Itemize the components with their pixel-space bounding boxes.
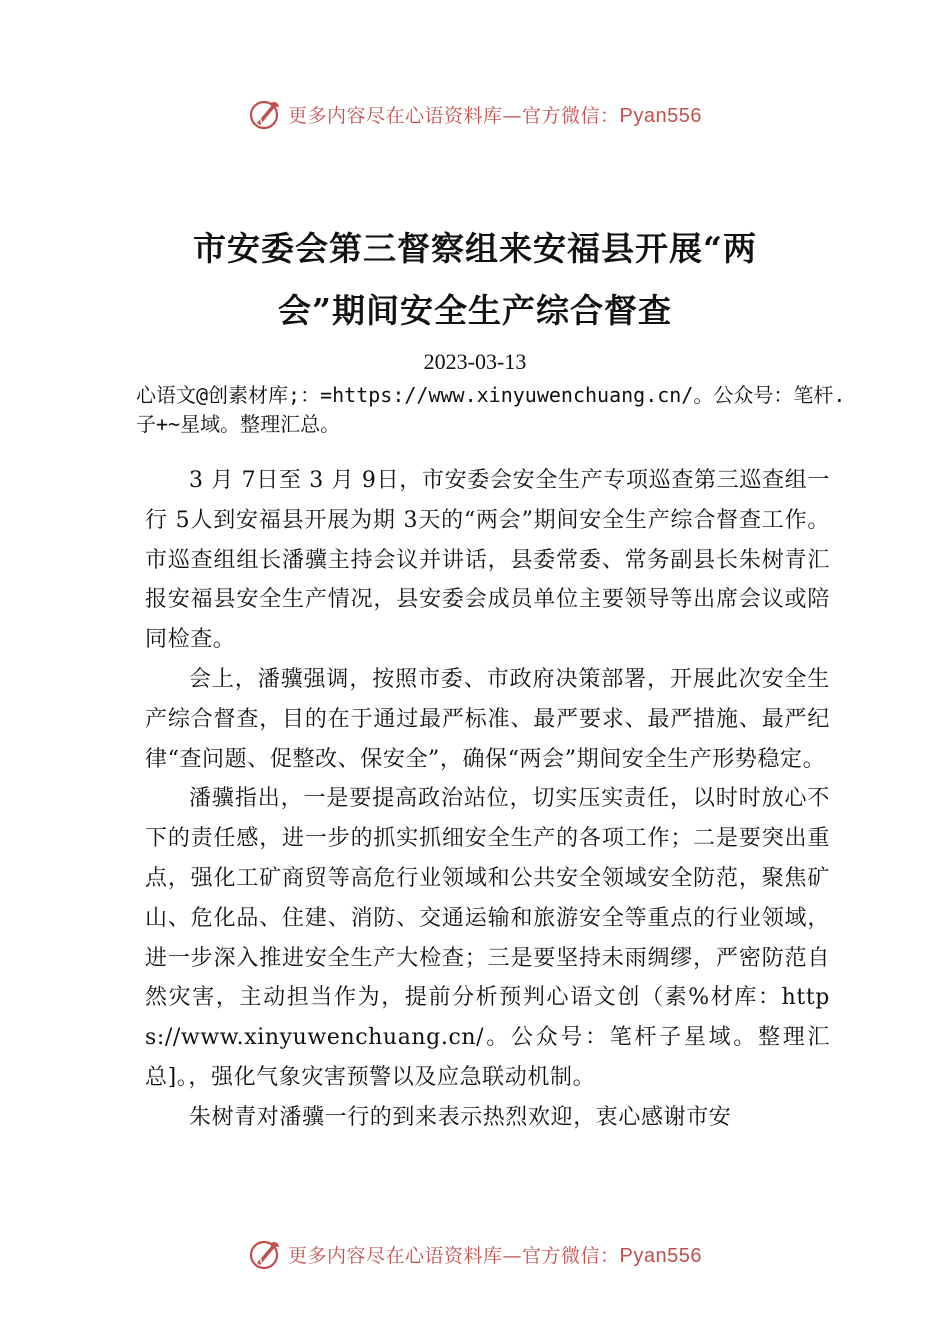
watermark-prefix: 更多内容尽在心语资料库—官方微信： [288, 104, 620, 127]
watermark-text [288, 101, 702, 128]
quill-logo-icon [248, 97, 282, 131]
paragraph: 朱树青对潘骥一行的到来表示热烈欢迎，衷心感谢市安 [189, 1104, 732, 1130]
quill-logo-icon [248, 1237, 282, 1271]
watermark-prefix: 更多内容尽在心语资料库—官方微信： [288, 1244, 620, 1267]
watermark-banner-top [0, 92, 950, 136]
watermark-text [288, 1241, 702, 1268]
article-date: 2023-03-13 [423, 349, 527, 374]
watermark-wechat-id: Pyan556 [619, 104, 702, 127]
watermark-wechat-id: Pyan556 [619, 1244, 702, 1267]
paragraph: 3 月 7日至 3 月 9日，市安委会安全生产专项巡查第三巡查组一行 5人到安福县开展为期 3天的“两会”期间安全生产综合督查工作。市巡查组组长潘骥主持会议并讲话，县委常委、常务副县长朱树青汇报安福县安全生产情况，县安委会成员单位主要领导等出席会议或陪同检查。 [145, 468, 830, 653]
watermark-banner-bottom [0, 1232, 950, 1276]
article-title: 市安委会第三督察组来安福县开展“两会”期间安全生产综合督查 [193, 229, 757, 330]
paragraph: 会上，潘骥强调，按照市委、市政府决策部署，开展此次安全生产综合督查，目的在于通过最严标准、最严要求、最严措施、最严纪律“查问题、促整改、保安全”，确保“两会”期间安全生产形势稳定。 [145, 666, 830, 772]
paragraph: 潘骥指出，一是要提高政治站位，切实压实责任，以时时放心不下的责任感，进一步的抓实抓细安全生产的各项工作；二是要突出重点，强化工矿商贸等高危行业领域和公共安全领域安全防范，聚焦矿山、危化品、住建、消防、交通运输和旅游安全等重点的行业领域，进一步深入推进安全生产大检查；三是要坚持未雨绸缪，严密防范自然灾害，主动担当作为，提前分析预判心语文创（素%材库：https://www.xinyuwenchuang.cn/。公众号：笔杆子星域。整理汇总]。，强化气象灾害预警以及应急联动机制。 [145, 786, 830, 1090]
article-body [145, 461, 830, 1138]
source-note: 心语文@创素材库;：=https://www.xinyuwenchuang.cn/。公众号：笔杆.子+~星域。整理汇总。 [136, 383, 846, 436]
